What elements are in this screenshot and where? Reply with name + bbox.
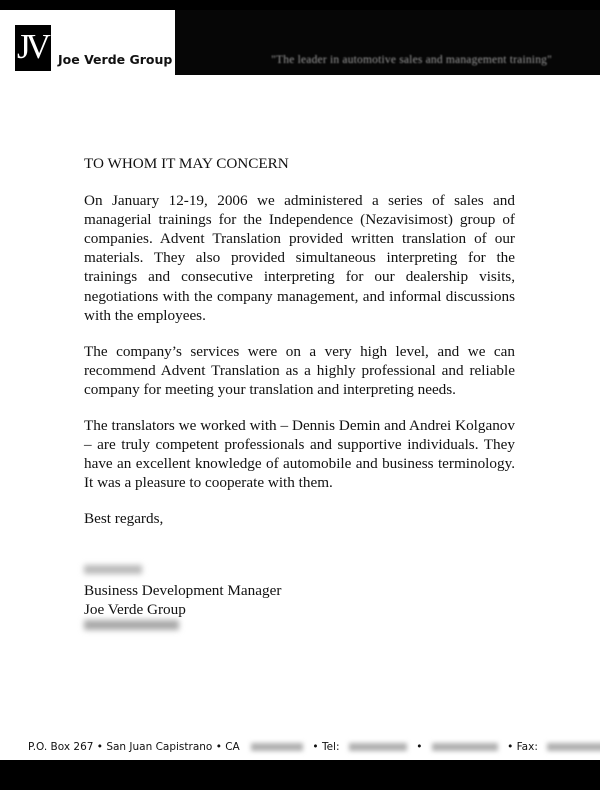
redacted-tel-2 (432, 743, 498, 751)
paragraph-1: On January 12-19, 2006 we administered a series of sales and managerial trainings for the Independence (Nezavisimost) group of companies. Advent Translation provided written translation of our materials. They also provided simultaneous interpreting for the trainings and consecutive interpreting for our dealership visits, negotiations with the company management, and informal discussions with the employees. (84, 192, 515, 324)
signer-title: Business Development Manager (84, 582, 282, 599)
company-name: Joe Verde Group (58, 52, 173, 67)
footer-tel-label: • Tel: (312, 741, 340, 753)
footer-contact (28, 741, 598, 757)
footer-separator: • (416, 741, 423, 753)
header-tagline: "The leader in automotive sales and management training" (271, 54, 552, 66)
redacted-zip (251, 743, 303, 751)
redacted-signature (84, 620, 179, 630)
redacted-tel (349, 743, 407, 751)
company-logo (15, 25, 51, 71)
signature-block (84, 581, 281, 619)
bottom-black-bar (0, 760, 600, 790)
paragraph-3: The translators we worked with – Dennis Demin and Andrei Kolganov – are truly competent professionals and supportive individuals. They have an excellent knowledge of automobile and business terminology. It was a pleasure to cooperate with them. (84, 417, 515, 492)
footer-address: P.O. Box 267 • San Juan Capistrano • CA (28, 741, 240, 753)
paragraph-2: The company’s services were on a very high level, and we can recommend Advent Translation as a highly professional and reliable company for meeting your translation and interpreting needs. (84, 342, 515, 398)
salutation: TO WHOM IT MAY CONCERN (84, 155, 289, 172)
letter-body (84, 154, 515, 567)
signer-company: Joe Verde Group (84, 601, 186, 618)
redacted-signer-name (84, 565, 142, 574)
top-black-bar (0, 0, 600, 10)
redacted-fax (547, 743, 600, 751)
closing: Best regards, (84, 510, 164, 528)
footer-fax-label: • Fax: (507, 741, 538, 753)
logo-monogram: JV (17, 27, 46, 66)
